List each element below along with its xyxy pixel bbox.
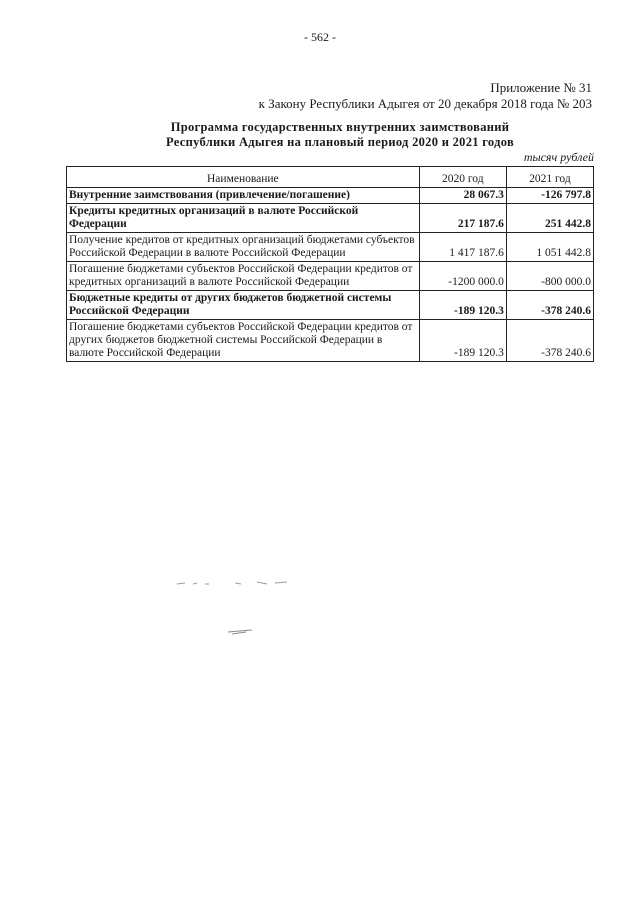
row-2021-cell: 251 442.8: [506, 204, 593, 233]
table-row: [67, 233, 594, 262]
appendix-law-reference: к Закону Республики Адыгея от 20 декабря 2018 года № 203: [258, 96, 592, 111]
units-label: тысяч рублей: [523, 150, 594, 164]
table-body: [67, 188, 594, 362]
row-name-cell: Кредиты кредитных организаций в валюте Российской Федерации: [67, 204, 420, 233]
table-row: [67, 320, 594, 362]
row-2020-cell: -189 120.3: [419, 291, 506, 320]
row-2021-cell: -800 000.0: [506, 262, 593, 291]
row-2021-cell: -126 797.8: [506, 188, 593, 204]
table-row: [67, 204, 594, 233]
row-2020-cell: 28 067.3: [419, 188, 506, 204]
table-row: [67, 262, 594, 291]
row-2020-cell: 217 187.6: [419, 204, 506, 233]
header-name: Наименование: [67, 167, 420, 188]
title-line-1: Программа государственных внутренних заимствований: [170, 120, 510, 134]
title-line-2: Республики Адыгея на плановый период 2020 и 2021 годов: [165, 135, 515, 149]
row-2021-cell: -378 240.6: [506, 320, 593, 362]
scan-artifact-mark: [175, 578, 295, 588]
row-2021-cell: -378 240.6: [506, 291, 593, 320]
table-row: [67, 188, 594, 204]
appendix-header: [259, 80, 592, 112]
row-name-cell: Бюджетные кредиты от других бюджетов бюджетной системы Российской Федерации: [67, 291, 420, 320]
table-row: [67, 291, 594, 320]
document-title: [0, 120, 640, 150]
header-2020: 2020 год: [419, 167, 506, 188]
row-2020-cell: -1200 000.0: [419, 262, 506, 291]
borrowings-table: [66, 166, 594, 362]
table-header-row: [67, 167, 594, 188]
row-2020-cell: -189 120.3: [419, 320, 506, 362]
row-name-cell: Погашение бюджетами субъектов Российской Федерации кредитов от кредитных организаций в валюте Российской Федерации: [67, 262, 420, 291]
header-2021: 2021 год: [506, 167, 593, 188]
row-2021-cell: 1 051 442.8: [506, 233, 593, 262]
appendix-number: Приложение № 31: [490, 80, 592, 95]
scan-artifact-scribble: [226, 626, 256, 636]
page-number: - 562 -: [304, 30, 336, 44]
row-name-cell: Получение кредитов от кредитных организаций бюджетами субъектов Российской Федерации в валюте Российской Федерации: [67, 233, 420, 262]
row-2020-cell: 1 417 187.6: [419, 233, 506, 262]
row-name-cell: Внутренние заимствования (привлечение/погашение): [67, 188, 420, 204]
row-name-cell: Погашение бюджетами субъектов Российской Федерации кредитов от других бюджетов бюджетной системы Российской Федерации в валюте Российской Федерации: [67, 320, 420, 362]
